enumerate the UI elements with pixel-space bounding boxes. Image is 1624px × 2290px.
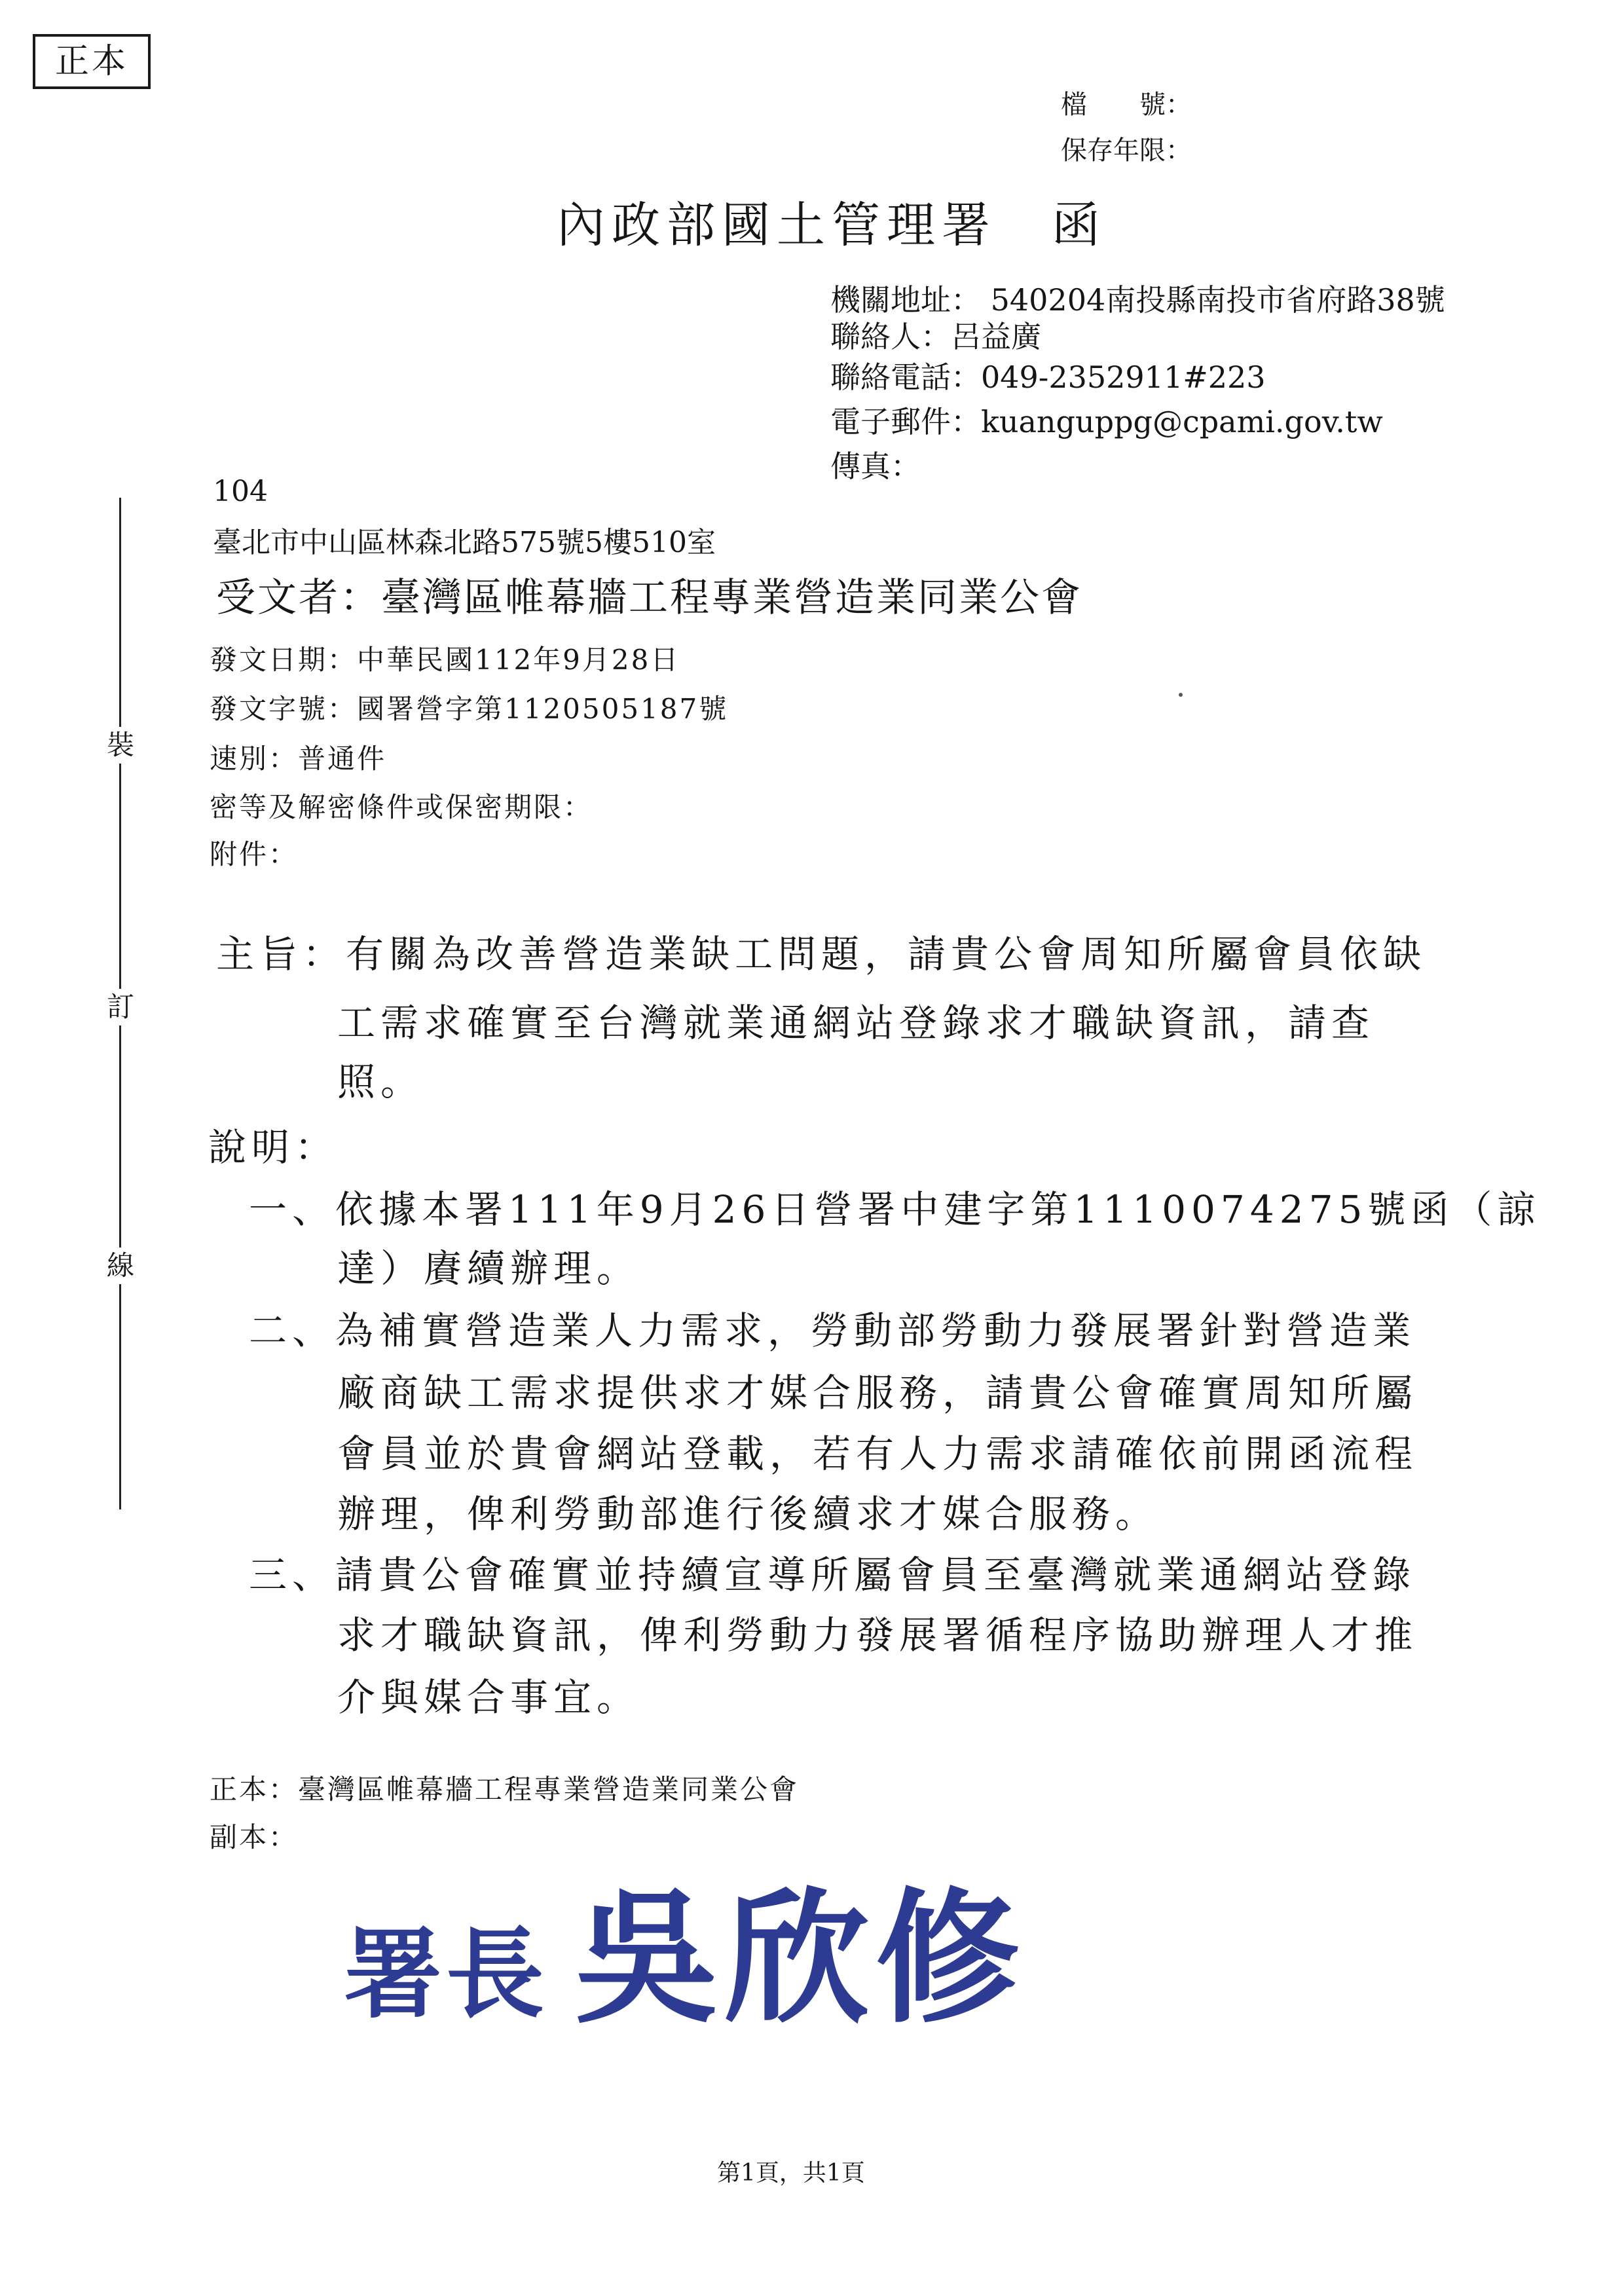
- subject-line-2: 工需求確實至台灣就業通網站登錄求才職缺資訊，請查: [337, 1001, 1375, 1045]
- original-copy-stamp: 正本: [33, 34, 151, 89]
- page-number: 第1頁，共1頁: [717, 2160, 865, 2187]
- contact-person: 聯絡人：呂益廣: [830, 319, 1041, 354]
- issue-date: 發文日期：中華民國112年9月28日: [210, 644, 680, 676]
- file-number-label: 檔 號：: [1061, 90, 1192, 120]
- document-number: 發文字號：國署營字第1120505187號: [210, 693, 729, 725]
- priority: 速別：普通件: [210, 743, 387, 775]
- copy-recipient: 副本：: [210, 1821, 299, 1853]
- explanation-item-2-line-4: 辦理，俾利勞動部進行後續求才媒合服務。: [337, 1492, 1159, 1536]
- binding-mark-xian: 線: [102, 1247, 139, 1284]
- attachments: 附件：: [210, 838, 299, 870]
- recipient-street-address: 臺北市中山區林森北路575號5樓510室: [213, 526, 716, 559]
- contact-fax: 傳真：: [830, 449, 921, 484]
- explanation-item-1-line-2: 達）賡續辦理。: [337, 1246, 640, 1291]
- explanation-item-2-line-2: 廠商缺工需求提供求才媒合服務，請貴公會確實周知所屬: [337, 1371, 1418, 1415]
- recipient: 受文者：臺灣區帷幕牆工程專業營造業同業公會: [216, 575, 1082, 621]
- retention-period-label: 保存年限：: [1061, 136, 1192, 166]
- contact-phone: 聯絡電話：049-2352911#223: [830, 360, 1266, 395]
- explanation-item-3-line-3: 介與媒合事宜。: [337, 1675, 640, 1720]
- signature-title: 署長: [344, 1917, 549, 2032]
- postal-code: 104: [213, 475, 268, 508]
- document-title: 內政部國土管理署 函: [557, 197, 1107, 253]
- subject-line-3: 照。: [337, 1060, 424, 1104]
- contact-email: 電子郵件：kuanguppg@cpami.gov.tw: [830, 404, 1383, 439]
- original-recipient: 正本：臺灣區帷幕牆工程專業營造業同業公會: [210, 1773, 800, 1805]
- binding-mark-zhuang: 裝: [102, 727, 139, 764]
- explanation-heading: 說明：: [208, 1125, 339, 1170]
- signature-name: 吳欣修: [574, 1873, 1027, 2042]
- scan-speck: [1179, 693, 1183, 697]
- agency-address: 機關地址： 540204南投縣南投市省府路38號: [830, 282, 1445, 318]
- subject-line-1: 主旨：有關為改善營造業缺工問題，請貴公會周知所屬會員依缺: [216, 932, 1427, 976]
- explanation-item-3-line-1: 三、請貴公會確實並持續宣導所屬會員至臺灣就業通網站登錄: [249, 1553, 1416, 1597]
- explanation-item-1-line-1: 一、依據本署111年9月26日營署中建字第1110074275號函（諒: [249, 1187, 1541, 1232]
- explanation-item-2-line-1: 二、為補實營造業人力需求，勞動部勞動力發展署針對營造業: [249, 1308, 1416, 1353]
- director-signature-stamp: [344, 1873, 1026, 2059]
- explanation-item-3-line-2: 求才職缺資訊，俾利勞動力發展署循程序協助辦理人才推: [337, 1613, 1418, 1657]
- explanation-item-2-line-3: 會員並於貴會網站登載，若有人力需求請確依前開函流程: [337, 1431, 1418, 1476]
- security-classification: 密等及解密條件或保密期限：: [210, 791, 593, 823]
- binding-mark-ding: 訂: [102, 989, 139, 1025]
